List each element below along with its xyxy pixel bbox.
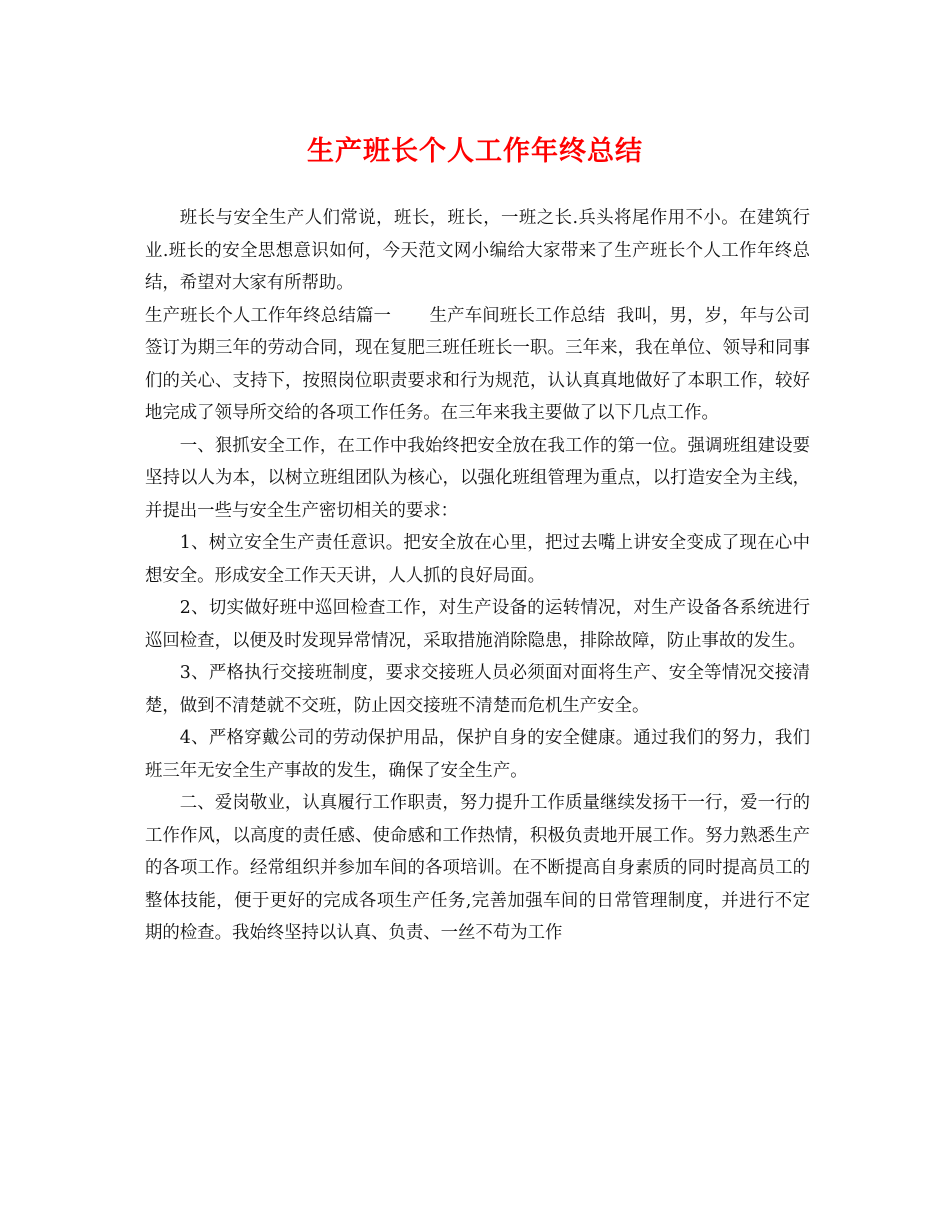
- section-subheading: 生产车间班长工作总结: [429, 305, 606, 326]
- document-title: 生产班长个人工作年终总结: [307, 136, 643, 167]
- intro-paragraph: 班长与安全生产人们常说，班长，班长，一班之长.兵头将尾作用不小。在建筑行业.班长的安全思想意识如何，今天范文网小编给大家带来了生产班长个人工作年终总结，希望对大家有所帮助。: [145, 208, 810, 293]
- paragraph-item-4: 4、严格穿戴公司的劳动保护用品，保护自身的安全健康。通过我们的努力，我们班三年无安全生产事故的发生，确保了安全生产。: [145, 728, 810, 781]
- document-body: [145, 202, 810, 950]
- paragraph-item-2: 2、切实做好班中巡回检查工作，对生产设备的运转情况，对生产设备各系统进行巡回检查，以便及时发现异常情况，采取措施消除隐患，排除故障，防止事故的发生。: [145, 598, 810, 651]
- section-heading: 生产班长个人工作年终总结篇一: [145, 305, 392, 326]
- paragraph-safety: 一、狠抓安全工作，在工作中我始终把安全放在我工作的第一位。强调班组建设要坚持以人为本，以树立班组团队为核心，以强化班组管理为重点，以打造安全为主线，并提出一些与安全生产密切相关的要求：: [145, 435, 810, 521]
- paragraph-item-1: 1、树立安全生产责任意识。把安全放在心里，把过去嘴上讲安全变成了现在心中想安全。形成安全工作天天讲，人人抓的良好局面。: [145, 533, 810, 586]
- paragraph-dedication: 二、爱岗敬业，认真履行工作职责，努力提升工作质量继续发扬干一行，爱一行的工作作风，以高度的责任感、使命感和工作热情，积极负责地开展工作。努力熟悉生产的各项工作。经常组织并参加车间的各项培训。在不断提高自身素质的同时提高员工的整体技能，便于更好的完成各项生产任务,完善加强车间的日常管理制度，并进行不定期的检查。我始终坚持以认真、负责、一丝不苟为工作: [145, 793, 810, 943]
- paragraph-item-3: 3、严格执行交接班制度，要求交接班人员必须面对面将生产、安全等情况交接清楚，做到不清楚就不交班，防止因交接班不清楚而危机生产安全。: [145, 663, 810, 716]
- section-paragraph: [145, 300, 810, 430]
- section-body: 我叫，男，岁，年与公司签订为期三年的劳动合同，现在复肥三班任班长一职。三年来，我在单位、领导和同事们的关心、支持下，按照岗位职责要求和行为规范，认认真真地做好了本职工作，较好地完成了领导所交给的各项工作任务。在三年来我主要做了以下几点工作。: [145, 305, 810, 423]
